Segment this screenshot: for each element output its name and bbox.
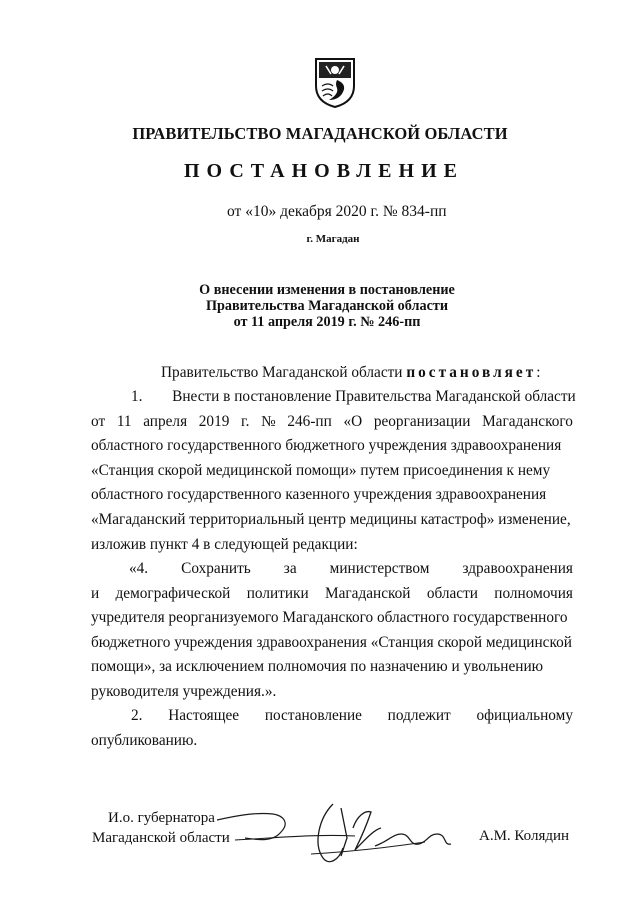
handwritten-signature-icon [215,798,475,870]
item-1-first-line: Внести в постановление Правительства Магаданской области [172,388,576,405]
text-line: областного государственного казенного учреждения здравоохранения [91,486,547,504]
subject-line: от 11 апреля 2019 г. № 246-пп [233,314,421,330]
word: политики [246,584,309,602]
preamble-decree: постановляет [406,364,537,381]
text-line: учредителя реорганизуемого Магаданского областного государственного [91,609,568,627]
word: за [283,560,297,577]
preamble-colon: : [536,364,541,381]
word: здравоохранения [462,560,573,577]
word: «4. [129,560,149,577]
document-type: ПОСТАНОВЛЕНИЕ [184,160,464,182]
paragraph-item-2 [91,704,573,753]
position-line: Магаданской области [92,830,230,846]
text-line: изложив пункт 4 в следующей редакции: [91,535,358,553]
word: 11 [116,412,132,430]
justified-line [91,557,573,582]
organization-name: ПРАВИТЕЛЬСТВО МАГАДАНСКОЙ ОБЛАСТИ [132,124,508,143]
word: «О [343,412,363,430]
word: Настоящее [168,707,240,724]
signatory-name: А.М. Колядин [479,828,570,844]
preamble [91,361,573,386]
word: министерством [329,560,430,577]
item-number: 1. [131,388,143,405]
word: подлежит [387,707,451,724]
word: Сохранить [181,560,251,577]
word: реорганизации [373,412,471,430]
word: и [91,584,100,602]
word: апреля [143,412,188,430]
word: № [261,412,276,430]
justified-line [91,704,573,729]
paragraph-item-4 [91,557,573,705]
justified-line [91,410,573,435]
word: постановление [264,707,362,724]
subject-line: Правительства Магаданской области [205,298,449,314]
signatory-position [92,808,230,848]
word: демографической [115,584,231,602]
word: области [426,584,478,602]
text-line: руководителя учреждения.». [91,682,277,700]
word: 246-пп [287,412,332,430]
text-line: «Станция скорой медицинской помощи» путем присоединения к нему [91,461,551,479]
position-line: И.о. губернатора [108,810,215,826]
word: Магаданской [324,584,411,602]
word: от [91,412,106,430]
text-line: помощи», за исключением полномочия по назначению и увольнению [91,658,544,676]
item-number: 2. [131,707,143,724]
document-city: г. Магадан [306,233,360,245]
text-line: бюджетного учреждения здравоохранения «Станция скорой медицинской [91,633,572,651]
subject-line: О внесении изменения в постановление [199,282,455,298]
word: 2019 [198,412,230,430]
preamble-text: Правительство Магаданской области [161,364,403,381]
word: официальному [476,707,573,724]
justified-line [91,582,573,607]
coat-of-arms-icon [313,56,357,110]
word: г. [241,412,250,430]
word: полномочия [494,584,573,602]
text-line: областного государственного бюджетного учреждения здравоохранения [91,437,562,455]
text-line: опубликованию. [91,731,198,749]
text-line: «Магаданский территориальный центр медицины катастроф» изменение, [91,510,571,528]
document-date-number: от «10» декабря 2020 г. № 834-пп [227,203,447,220]
word: Магаданского [482,412,573,430]
paragraph-item-1 [91,385,576,557]
document-subject [0,282,640,330]
